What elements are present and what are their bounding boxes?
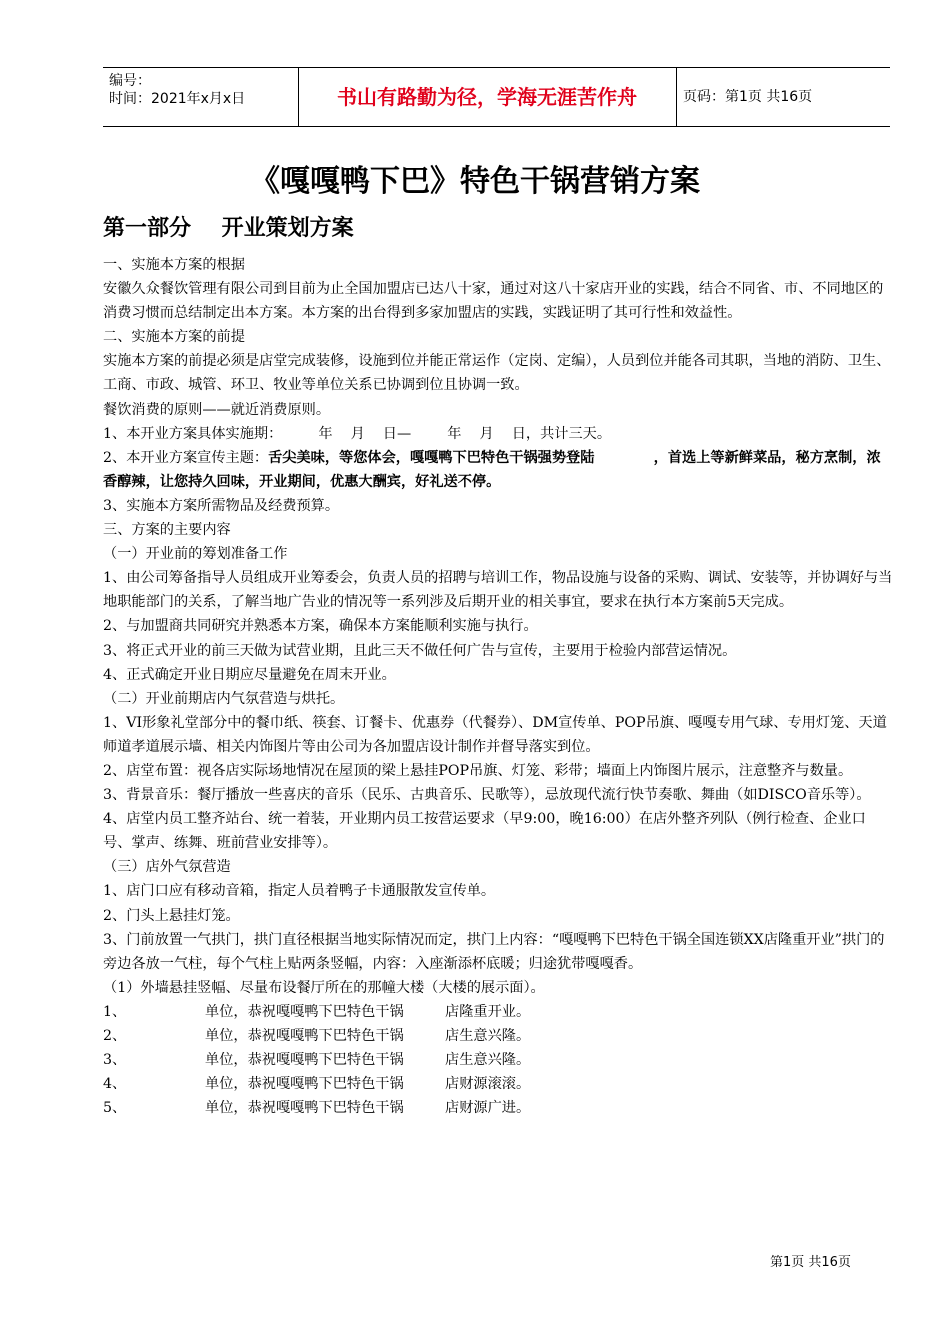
paragraph: （三）店外气氛营造	[103, 859, 231, 876]
header-page-label: 页码：第1页 共16页	[683, 89, 813, 105]
paragraph: 安徽久众餐饮管理有限公司到目前为止全国加盟店已达八十家，通过对这八十家店开业的实践，结合不同省、市、不同地区的消费习惯而总结制定出本方案。本方案的出台得到多家加盟店的实践，实践证明了其可行性和效益性。	[103, 281, 884, 322]
page-header	[103, 67, 890, 127]
banner-wish: 店隆重开业。	[445, 1003, 531, 1020]
paragraph: 3、背景音乐：餐厅播放一些喜庆的音乐（民乐、古典音乐、民歌等），忌放现代流行快节奏歌、舞曲（如DISCO音乐等）。	[103, 787, 871, 804]
paragraph: 三、方案的主要内容	[103, 522, 231, 539]
theme-prefix: 2、本开业方案宣传主题：	[103, 449, 269, 466]
paragraph: 2、店堂布置：视各店实际场地情况在屋顶的梁上悬挂POP吊旗、灯笼、彩带；墙面上内饰图片展示，注意整齐与数量。	[103, 762, 853, 779]
part-heading: 第一部分 开业策划方案	[103, 216, 354, 241]
banner-no: 3、	[103, 1052, 127, 1069]
banner-no: 5、	[103, 1100, 127, 1117]
banner-unit: 单位，恭祝嘎嘎鸭下巴特色干锅	[178, 1076, 404, 1093]
banner-wish: 店生意兴隆。	[445, 1028, 531, 1044]
number-label: 编号：	[109, 73, 151, 89]
paragraph: （1）外墙悬挂竖幅、尽量布设餐厅所在的那幢大楼（大楼的展示面）。	[103, 979, 545, 996]
page-footer: 第1页 共16页	[770, 1255, 851, 1270]
document-title: 《嘎嘎鸭下巴》特色干锅营销方案	[250, 164, 700, 199]
paragraph: 一、实施本方案的根据	[103, 257, 245, 273]
banner-row	[103, 1096, 893, 1120]
banner-unit: 单位，恭祝嘎嘎鸭下巴特色干锅	[178, 1028, 404, 1044]
theme-text: 舌尖美味，等您体会，嘎嘎鸭下巴特色干锅强势登陆 ，首选上等新鲜菜品，秘方烹制，浓香醇辣，让您持久回味，开业期间，优惠大酬宾，好礼送不停。	[103, 449, 881, 490]
paragraph: 3、将正式开业的前三天做为试营业期，且此三天不做任何广告与宣传，主要用于检验内部营运情况。	[103, 642, 737, 659]
banner-unit: 单位，恭祝嘎嘎鸭下巴特色干锅	[178, 1052, 404, 1069]
paragraph: 2、与加盟商共同研究并熟悉本方案，确保本方案能顺利实施与执行。	[103, 618, 538, 635]
paragraph: 餐饮消费的原则——就近消费原则。	[103, 401, 331, 418]
header-motto: 书山有路勤为径，学海无涯苦作舟	[298, 68, 677, 126]
header-meta	[103, 68, 299, 126]
banner-unit: 单位，恭祝嘎嘎鸭下巴特色干锅	[178, 1003, 404, 1020]
paragraph: 4、店堂内员工整齐站台、统一着装，开业期内员工按营运要求（早9:00，晚16:00）在店外整齐列队（例行检查、企业口号、掌声、练舞、班前营业安排等）。	[103, 811, 866, 852]
banner-no: 1、	[103, 1003, 127, 1020]
paragraph: 二、实施本方案的前提	[103, 329, 245, 346]
banner-row	[103, 1024, 893, 1048]
paragraph: 1、VI形象礼堂部分中的餐巾纸、筷套、订餐卡、优惠券（代餐券）、DM宣传单、POP吊旗、嘎嘎专用气球、专用灯笼、天道师道孝道展示墙、相关内饰图片等由公司为各加盟店设计制作并督导落实到位。	[103, 714, 887, 755]
paragraph: 2、门头上悬挂灯笼。	[103, 907, 240, 924]
banner-no: 2、	[103, 1028, 127, 1044]
time-label: 时间：2021年x月x日	[109, 91, 246, 107]
banner-wish: 店财源广进。	[445, 1100, 531, 1117]
paragraph: 实施本方案的前提必须是店堂完成装修，设施到位并能正常运作（定岗、定编），人员到位并能各司其职，当地的消防、卫生、工商、市政、城管、环卫、牧业等单位关系已协调到位且协调一致。	[103, 353, 891, 394]
paragraph: 4、正式确定开业日期应尽量避免在周末开业。	[103, 666, 396, 683]
banner-unit: 单位，恭祝嘎嘎鸭下巴特色干锅	[178, 1100, 404, 1117]
banner-no: 4、	[103, 1076, 127, 1093]
paragraph: 3、实施本方案所需物品及经费预算。	[103, 497, 340, 514]
paragraph: 1、店门口应有移动音箱，指定人员着鸭子卡通服散发宣传单。	[103, 883, 496, 900]
banner-wish: 店生意兴隆。	[445, 1052, 531, 1069]
paragraph: （二）开业前期店内气氛营造与烘托。	[103, 690, 345, 707]
banner-wish: 店财源滚滚。	[445, 1076, 531, 1093]
banner-row	[103, 1000, 893, 1024]
paragraph: 1、本开业方案具体实施期： 年 月 日— 年 月 日，共计三天。	[103, 425, 612, 442]
theme-paragraph	[103, 446, 893, 494]
banner-row	[103, 1072, 893, 1096]
document-body	[103, 253, 893, 1120]
paragraph: 3、门前放置一气拱门，拱门直径根据当地实际情况而定，拱门上内容：“嘎嘎鸭下巴特色干锅全国连锁XX店隆重开业”拱门的旁边各放一气柱，每个气柱上贴两条竖幅，内容：入座渐添杯底暖；归途犹带嘎嘎香。	[103, 931, 885, 972]
banner-row	[103, 1048, 893, 1072]
paragraph: （一）开业前的筹划准备工作	[103, 546, 288, 563]
paragraph: 1、由公司筹备指导人员组成开业筹委会，负责人员的招聘与培训工作，物品设施与设备的采购、调试、安装等，并协调好与当地职能部门的关系，了解当地广告业的情况等一系列涉及后期开业的相关事宜，要求在执行本方案前5天完成。	[103, 570, 893, 611]
